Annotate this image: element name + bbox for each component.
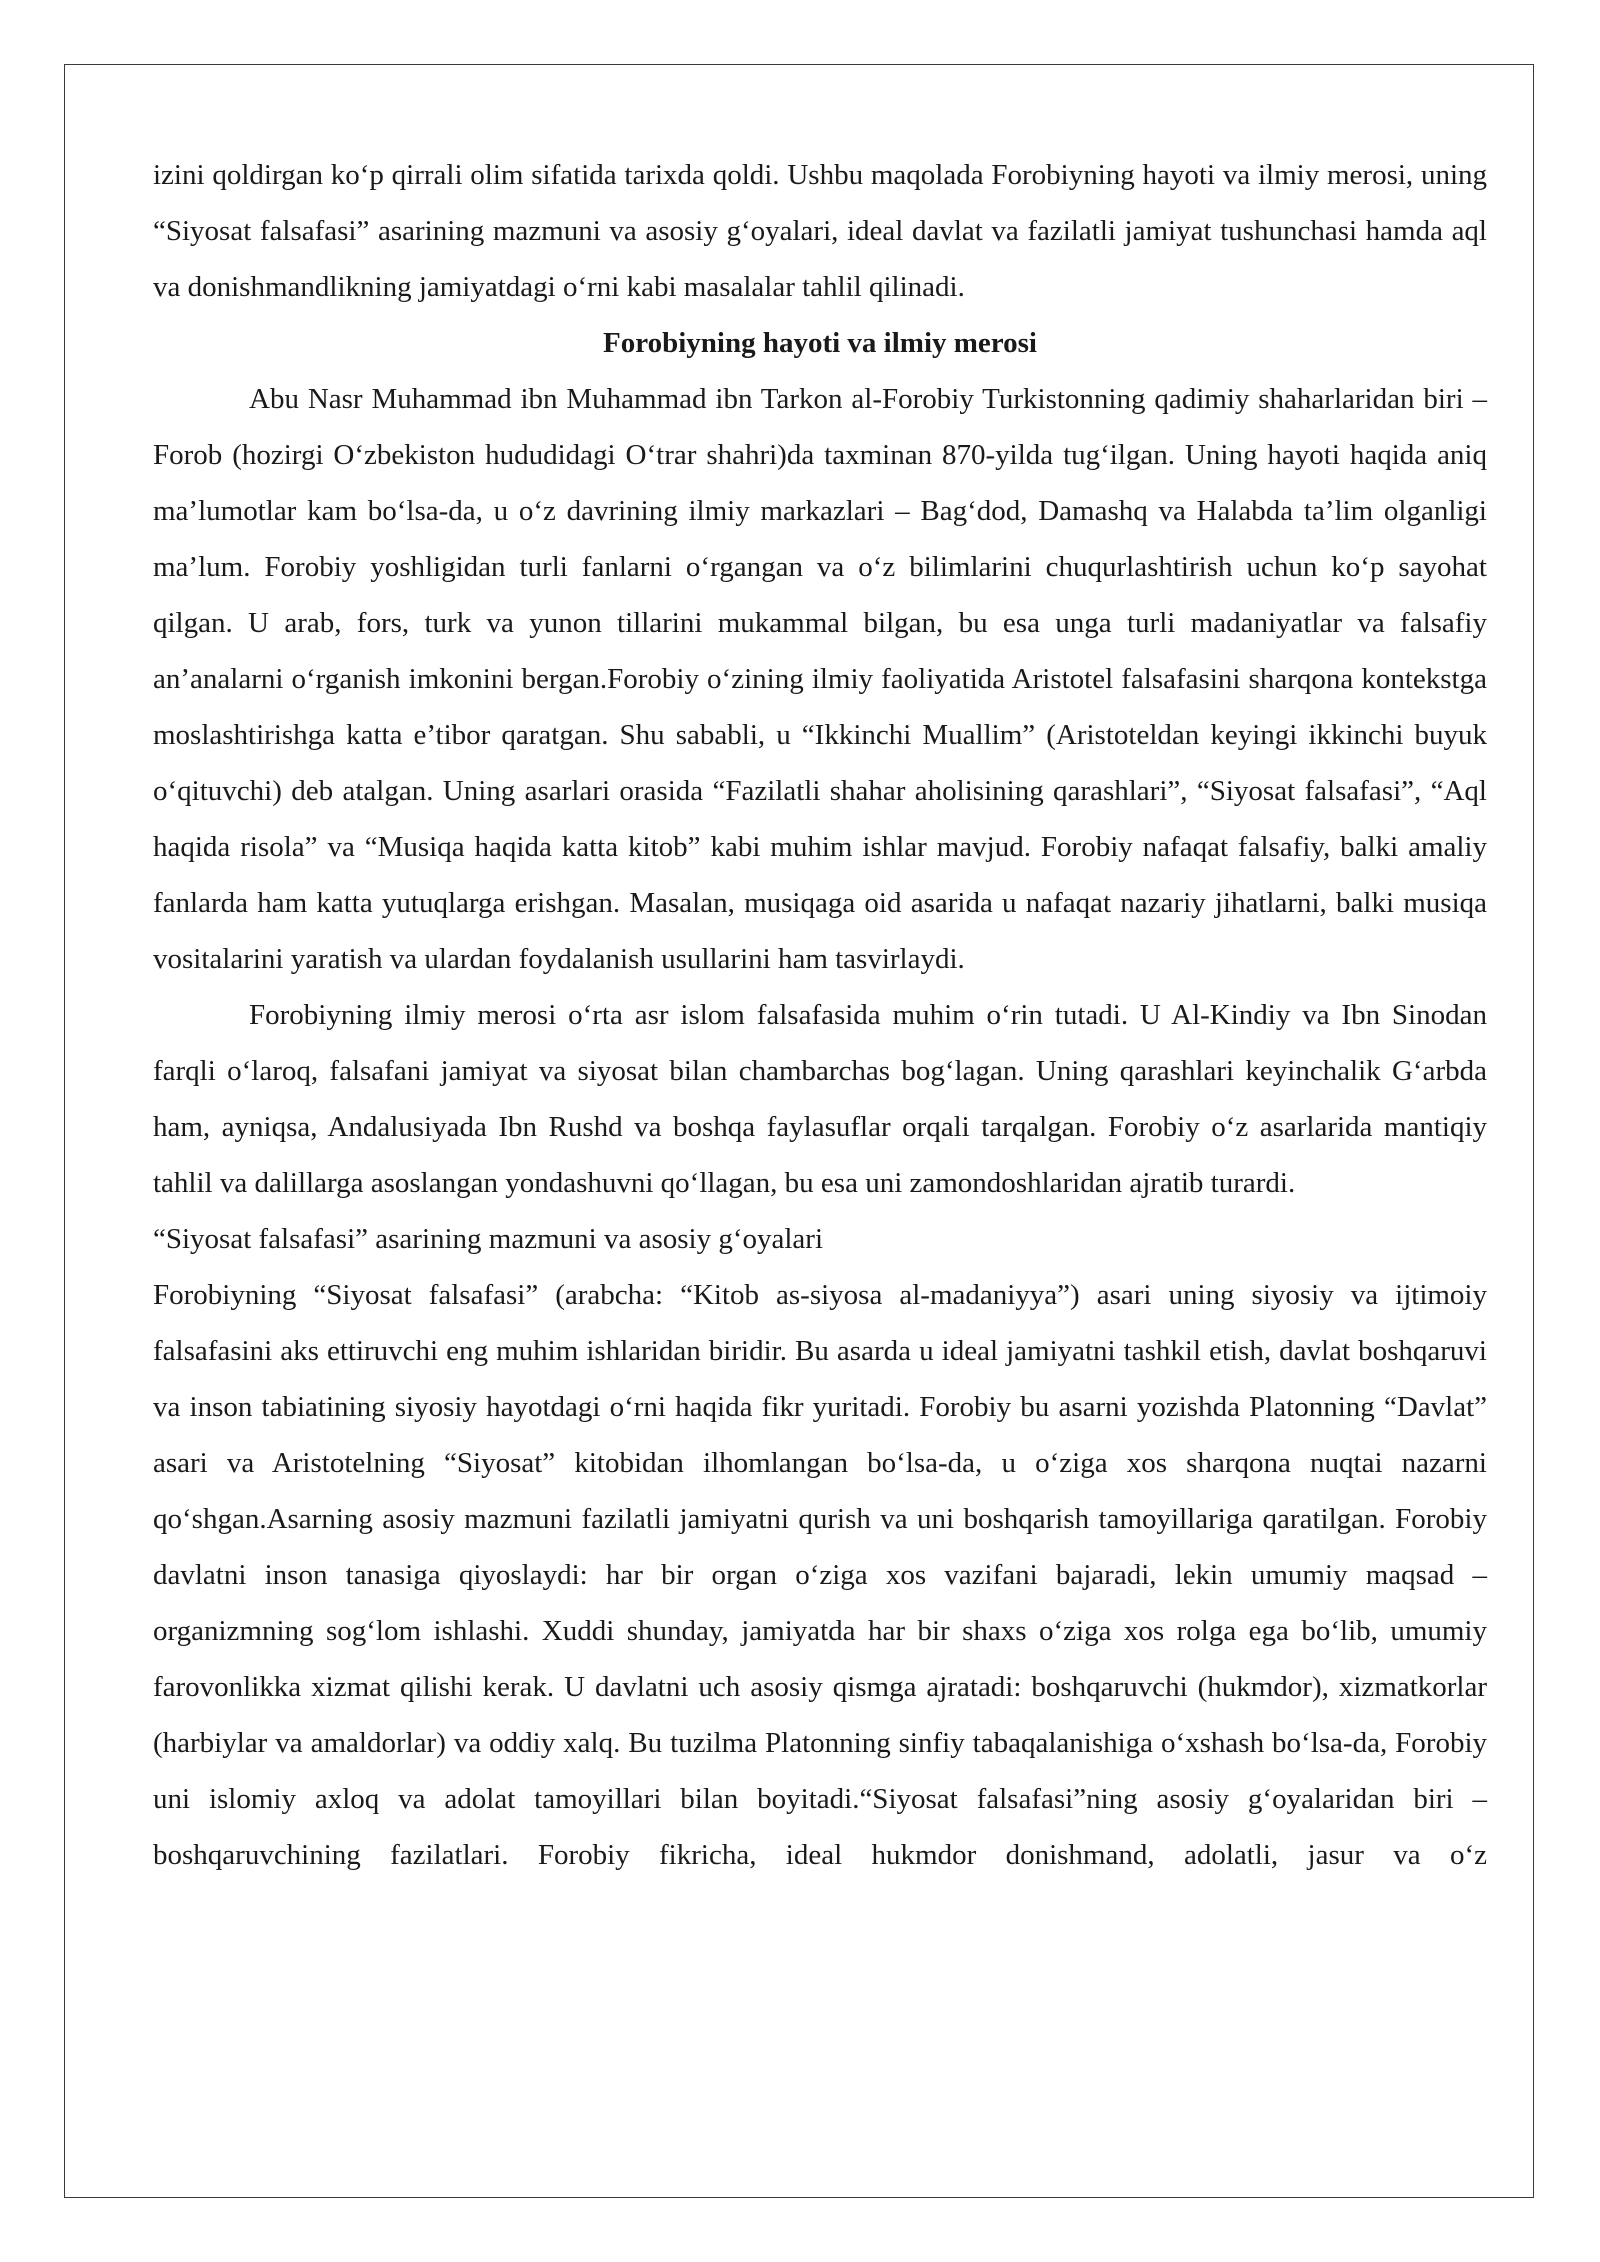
section-heading-life: Forobiyning hayoti va ilmiy merosi — [603, 327, 1037, 359]
document-body — [153, 147, 1487, 1883]
life-paragraph-1: Abu Nasr Muhammad ibn Muhammad ibn Tarkon al-Forobiy Turkistonning qadimiy shaharlaridan biri – Forob (hozirgi O‘zbekiston hududidagi O‘trar shahri)da taxminan 870-yilda tug‘ilgan. Uning hayoti haqida aniq ma’lumotlar kam bo‘lsa-da, u o‘z davrining ilmiy markazlari – Bag‘dod, Damashq va Halabda ta’lim olganligi ma’lum. Forobiy yoshligidan turli fanlarni o‘rgangan va o‘z bilimlarini chuqurlashtirish uchun ko‘p sayohat qilgan. U arab, fors, turk va yunon tillarini mukammal bilgan, bu esa unga turli madaniyatlar va falsafiy an’analarni o‘rganish imkonini bergan.Forobiy o‘zining ilmiy faoliyatida Aristotel falsafasini sharqona kontekstga moslashtirishga katta e’tibor qaratgan. Shu sababli, u “Ikkinchi Muallim” (Aristoteldan keyingi ikkinchi buyuk o‘qituvchi) deb atalgan. Uning asarlari orasida “Fazilatli shahar aholisining qarashlari”, “Siyosat falsafasi”, “Aql haqida risola” va “Musiqa haqida katta kitob” kabi muhim ishlar mavjud. Forobiy nafaqat falsafiy, balki amaliy fanlarda ham katta yutuqlarga erishgan. Masalan, musiqaga oid asarida u nafaqat nazariy jihatlarni, balki musiqa vositalarini yaratish va ulardan foydalanish usullarini ham tasvirlaydi. — [153, 383, 1487, 975]
politics-paragraph-1: Forobiyning “Siyosat falsafasi” (arabcha: “Kitob as-siyosa al-madaniyya”) asari uning siyosiy va ijtimoiy falsafasini aks ettiruvchi eng muhim ishlaridan biridir. Bu asarda u ideal jamiyatni tashkil etish, davlat boshqaruvi va inson tabiatining siyosiy hayotdagi o‘rni haqida fikr yuritadi. Forobiy bu asarni yozishda Platonning “Davlat” asari va Aristotelning “Siyosat” kitobidan ilhomlangan bo‘lsa-da, u o‘ziga xos sharqona nuqtai nazarni qo‘shgan.Asarning asosiy mazmuni fazilatli jamiyatni qurish va uni boshqarish tamoyillariga qaratilgan. Forobiy davlatni inson tanasiga qiyoslaydi: har bir organ o‘ziga xos vazifani bajaradi, lekin umumiy maqsad – organizmning sog‘lom ishlashi. Xuddi shunday, jamiyatda har bir shaxs o‘ziga xos rolga ega bo‘lib, umumiy farovonlikka xizmat qilishi kerak. U davlatni uch asosiy qismga ajratadi: boshqaruvchi (hukmdor), xizmatkorlar (harbiylar va amaldorlar) va oddiy xalq. Bu tuzilma Platonning sinfiy tabaqalanishiga o‘xshash bo‘lsa-da, Forobiy uni islomiy axloq va adolat tamoyillari bilan boyitadi.“Siyosat falsafasi”ning asosiy g‘oyalaridan biri – boshqaruvchining fazilatlari. Forobiy fikricha, ideal hukmdor donishmand, adolatli, jasur va o‘z — [153, 1279, 1487, 1871]
intro-paragraph: izini qoldirgan ko‘p qirrali olim sifatida tarixda qoldi. Ushbu maqolada Forobiyning hayoti va ilmiy merosi, uning “Siyosat falsafasi” asarining mazmuni va asosiy g‘oyalari, ideal davlat va fazilatli jamiyat tushunchasi hamda aql va donishmandlikning jamiyatdagi o‘rni kabi masalalar tahlil qilinadi. — [153, 159, 1487, 303]
section-heading-politics: “Siyosat falsafasi” asarining mazmuni va asosiy g‘oyalari — [153, 1223, 824, 1255]
life-paragraph-2: Forobiyning ilmiy merosi o‘rta asr islom falsafasida muhim o‘rin tutadi. U Al-Kindiy va Ibn Sinodan farqli o‘laroq, falsafani jamiyat va siyosat bilan chambarchas bog‘lagan. Uning qarashlari keyinchalik G‘arbda ham, ayniqsa, Andalusiyada Ibn Rushd va boshqa faylasuflar orqali tarqalgan. Forobiy o‘z asarlarida mantiqiy tahlil va dalillarga asoslangan yondashuvni qo‘llagan, bu esa uni zamondoshlaridan ajratib turardi. — [153, 999, 1487, 1199]
